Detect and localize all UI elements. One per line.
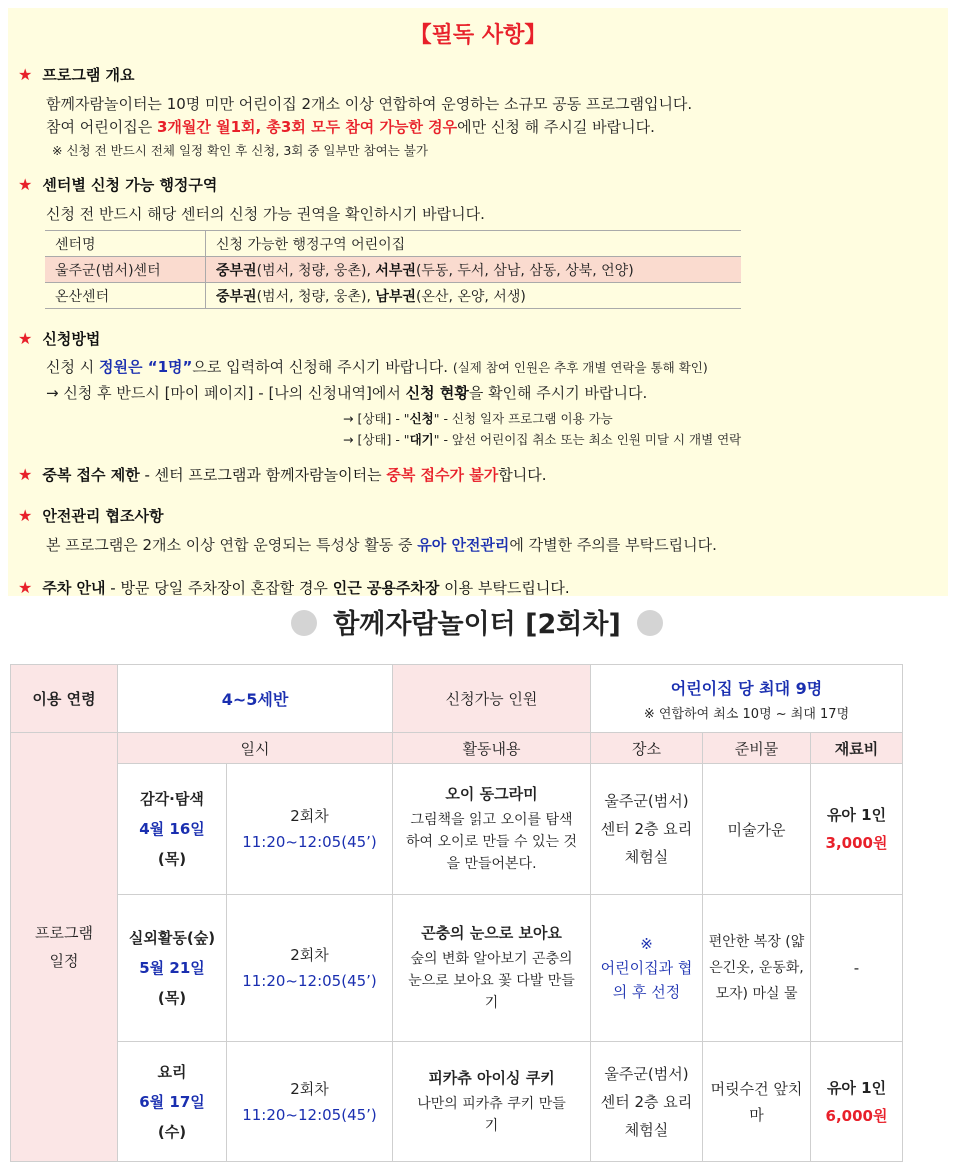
header-fee: 재료비 [811, 733, 903, 764]
section-overview-heading: ★ 프로그램 개요 [18, 65, 135, 84]
overview-note: ※ 신청 전 반드시 전체 일정 확인 후 신청, 3회 중 일부만 참여는 불가 [52, 143, 428, 158]
age-value: 4~5세반 [118, 665, 393, 733]
star-icon: ★ [18, 329, 33, 348]
section-method-heading: ★ 신청방법 [18, 329, 101, 348]
header-place: 장소 [591, 733, 703, 764]
area-table [45, 230, 741, 309]
section-duplicate-heading: ★ 중복 접수 제한 - 센터 프로그램과 함께자람놀이터는 중복 접수가 불가합니다. [18, 465, 547, 484]
star-icon: ★ [18, 465, 33, 484]
section-parking-heading: ★ 주차 안내 - 방문 당일 주차장이 혼잡할 경우 인근 공용주차장 이용 부탁드립니다. [18, 578, 570, 597]
method-line1: 신청 시 정원은 “1명”으로 입력하여 신청해 주시기 바랍니다. (실제 참여 인원은 추후 개별 연락을 통해 확인) [46, 358, 708, 376]
star-icon: ★ [18, 578, 33, 597]
header-prep: 준비물 [703, 733, 811, 764]
area-line1: 신청 전 반드시 해당 센터의 신청 가능 권역을 확인하시기 바랍니다. [46, 205, 485, 223]
table-row: 요리 6월 17일 (수) 2회차 11:20~12:05(45’) 피카츄 아이싱 쿠키 나만의 피카츄 쿠키 만들기 울주군(범서) 센터 2층 요리체험실 머릿수건 앞치마 유아 1인 6,000원 [11, 1042, 903, 1162]
safety-line: 본 프로그램은 2개소 이상 연합 운영되는 특성상 활동 중 유아 안전관리에 각별한 주의를 부탁드립니다. [46, 536, 717, 554]
area-header-region: 신청 가능한 행정구역 어린이집 [206, 231, 742, 257]
program-title: 함께자람놀이터 [2회차] [0, 602, 954, 641]
section-safety-heading: ★ 안전관리 협조사항 [18, 506, 164, 525]
star-icon: ★ [18, 506, 33, 525]
circle-icon [637, 610, 663, 636]
capacity-cell: 어린이집 당 최대 9명 ※ 연합하여 최소 10명 ~ 최대 17명 [591, 665, 903, 733]
overview-line1: 함께자람놀이터는 10명 미만 어린이집 2개소 이상 연합하여 운영하는 소규모 공동 프로그램입니다. [46, 95, 693, 113]
method-line2: → 신청 후 반드시 [마이 페이지] - [나의 신청내역]에서 신청 현황을 확인해 주시기 바랍니다. [46, 384, 648, 402]
overview-line2: 참여 어린이집은 3개월간 월1회, 총3회 모두 참여 가능한 경우에만 신청 해 주시길 바랍니다. [46, 118, 655, 136]
star-icon: ★ [18, 175, 33, 194]
table-row: 실외활동(숲) 5월 21일 (목) 2회차 11:20~12:05(45’) 곤충의 눈으로 보아요 숲의 변화 알아보기 곤충의 눈으로 보아요 꽃 다발 만들기 ※ 어린이집과 협의 후 선정 편안한 복장 (얇은긴옷, 운동화,모자) 마실 물 - [11, 895, 903, 1042]
header-activity: 활동내용 [393, 733, 591, 764]
age-label: 이용 연령 [11, 665, 118, 733]
schedule-label: 프로그램 일정 [11, 733, 118, 1162]
area-header-center: 센터명 [45, 231, 206, 257]
table-row: 감각·탐색 4월 16일 (목) 2회차 11:20~12:05(45’) 오이 동그라미 그림책을 읽고 오이를 탐색하여 오이로 만들 수 있는 것을 만들어본다. 울주군(범서) 센터 2층 요리체험실 미술가운 유아 1인 3,000원 [11, 764, 903, 895]
schedule-table [10, 664, 903, 1162]
circle-icon [291, 610, 317, 636]
star-icon: ★ [18, 65, 33, 84]
status-apply-line: → [상태] - "신청" - 신청 일자 프로그램 이용 가능 [343, 411, 613, 426]
table-row: 울주군(범서)센터 중부권(범서, 청량, 웅촌), 서부권(두동, 두서, 삼남, 삼동, 상북, 언양) [45, 257, 741, 283]
status-wait-line: → [상태] - "대기" - 앞선 어린이집 취소 또는 최소 인원 미달 시 개별 연락 [343, 432, 742, 447]
notice-title: 【필독 사항】 [409, 23, 547, 48]
header-date: 일시 [118, 733, 393, 764]
table-row: 온산센터 중부권(범서, 청량, 웅촌), 남부권(온산, 온양, 서생) [45, 283, 741, 309]
capacity-label: 신청가능 인원 [393, 665, 591, 733]
section-area-heading: ★ 센터별 신청 가능 행정구역 [18, 175, 218, 194]
notice-box [8, 8, 948, 596]
